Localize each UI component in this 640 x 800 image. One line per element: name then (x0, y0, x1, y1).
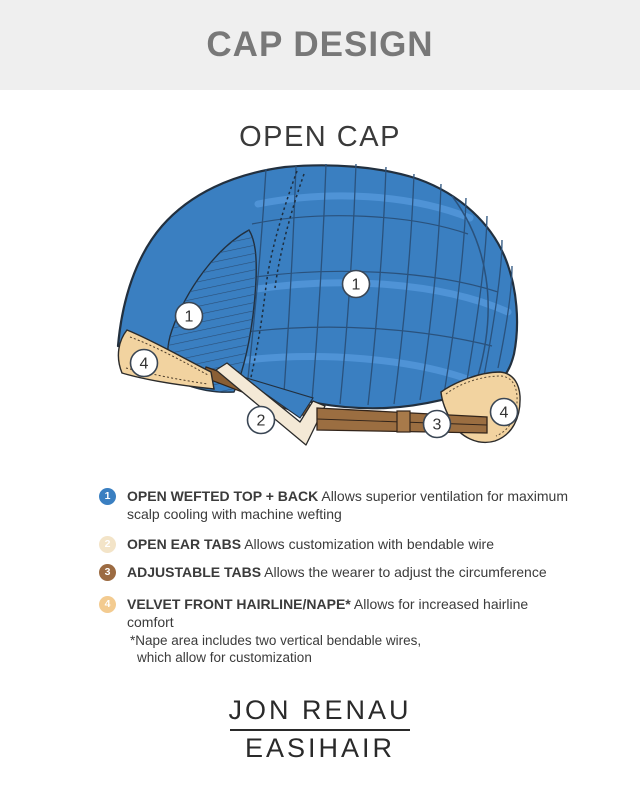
legend-desc-3: Allows the wearer to adjust the circumference (264, 564, 547, 580)
svg-text:1: 1 (351, 276, 361, 294)
nape-footnote (130, 633, 490, 666)
callout-1-front (176, 303, 203, 330)
legend-item-velvet-hairline (99, 596, 569, 631)
svg-text:3: 3 (432, 416, 442, 434)
legend-desc-2: Allows customization with bendable wire (244, 536, 495, 552)
callout-3 (424, 411, 451, 438)
legend-desc-1: Allows superior ventilation for maximum scalp cooling with machine wefting (127, 488, 568, 522)
svg-text:2: 2 (256, 412, 266, 430)
footnote-line-2: which allow for customization (137, 649, 312, 665)
legend-title-1: OPEN WEFTED TOP + BACK (127, 488, 319, 504)
callout-4-nape (491, 399, 518, 426)
legend-bullet-2: 2 (99, 536, 116, 553)
legend-title-3: ADJUSTABLE TABS (127, 564, 262, 580)
header-band (0, 0, 640, 90)
legend-text-3 (127, 564, 569, 582)
callout-1-back (343, 271, 370, 298)
legend-item-ear-tabs (99, 536, 569, 554)
svg-text:4: 4 (139, 355, 149, 373)
callout-4-front (131, 350, 158, 377)
page-title: CAP DESIGN (206, 25, 434, 64)
svg-text:4: 4 (499, 404, 509, 422)
legend-title-2: OPEN EAR TABS (127, 536, 242, 552)
legend-bullet-1: 1 (99, 488, 116, 505)
legend-text-1 (127, 488, 569, 523)
brand-divider (230, 729, 410, 731)
brand-logo (0, 695, 640, 764)
footnote-line-1: *Nape area includes two vertical bendable wires, (130, 633, 422, 648)
svg-text:1: 1 (184, 308, 194, 326)
diagram-subtitle: OPEN CAP (239, 121, 401, 153)
legend-title-4: VELVET FRONT HAIRLINE/NAPE* (127, 596, 351, 612)
open-cap-diagram (0, 160, 640, 470)
brand-name-top: JON RENAU (228, 695, 412, 725)
legend-desc-4: Allows for increased hairline comfort (127, 596, 529, 630)
callout-2 (248, 407, 275, 434)
legend-text-4 (127, 596, 569, 631)
legend-item-adjustable-tabs (99, 564, 569, 582)
legend-bullet-4: 4 (99, 596, 116, 613)
brand-name-bottom: EASIHAIR (244, 733, 396, 763)
strap-buckle (397, 411, 410, 432)
legend-item-open-wefted (99, 488, 569, 523)
legend-bullet-3: 3 (99, 564, 116, 581)
legend-text-2 (127, 536, 569, 554)
